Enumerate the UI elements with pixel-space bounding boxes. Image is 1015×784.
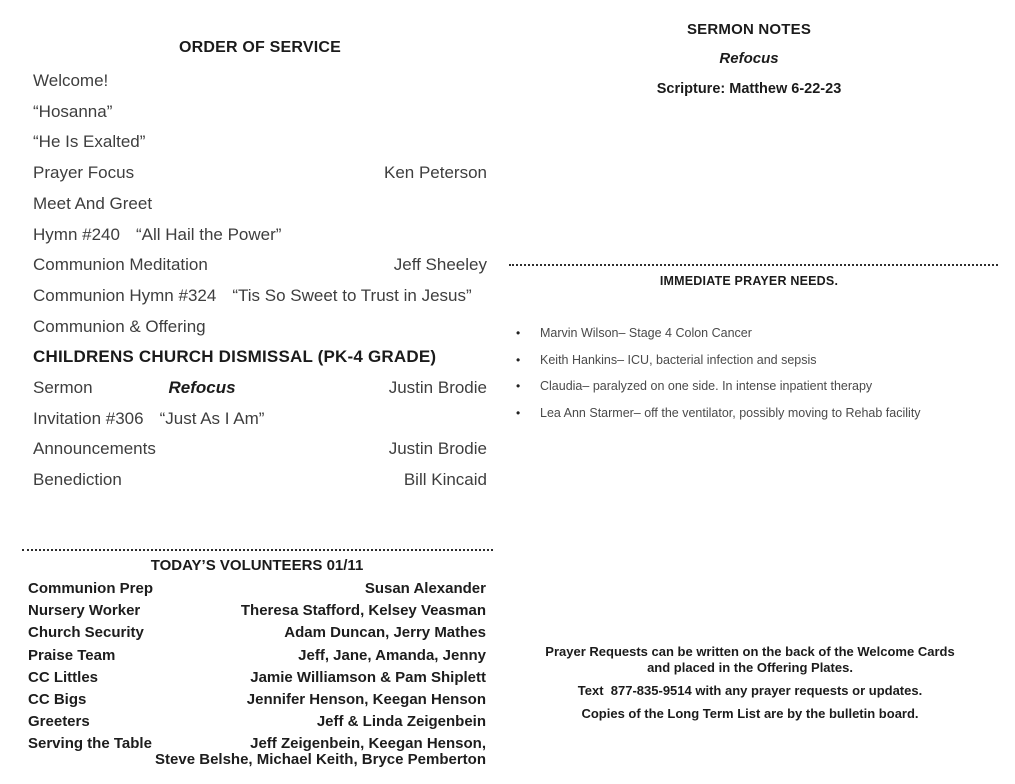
order-item-detail: “Just As I Am”	[159, 408, 265, 428]
volunteer-names: Jamie Williamson & Pam Shiplett	[250, 668, 486, 686]
order-item	[33, 465, 487, 496]
bullet-icon: •	[516, 326, 521, 340]
order-item	[33, 281, 487, 312]
order-item-detail: “All Hail the Power”	[135, 224, 282, 244]
order-item-person: Justin Brodie	[388, 378, 487, 398]
volunteer-names: Jeff, Jane, Amanda, Jenny	[298, 646, 486, 664]
order-item	[33, 158, 487, 189]
volunteer-row	[28, 625, 486, 641]
bullet-icon: •	[516, 379, 521, 393]
volunteer-role: Communion Prep	[28, 580, 154, 597]
prayer-need-item	[516, 352, 998, 368]
order-item-label: Welcome!	[33, 71, 109, 90]
order-item	[33, 250, 487, 281]
volunteers-section	[28, 556, 486, 774]
volunteer-row	[28, 736, 486, 767]
order-item-label: Communion Meditation	[33, 255, 208, 275]
order-item-person: Justin Brodie	[388, 439, 487, 459]
prayer-need-item	[516, 405, 998, 421]
order-item-label: Hymn #240	[33, 224, 120, 244]
order-item	[33, 127, 487, 158]
order-of-service-list	[33, 66, 487, 496]
order-item-label: “He Is Exalted”	[33, 132, 146, 152]
order-item	[33, 220, 487, 251]
order-item-label: Benediction	[33, 470, 122, 490]
order-of-service-section	[33, 36, 487, 496]
volunteer-role: Nursery Worker	[28, 602, 141, 620]
volunteer-names: Jennifer Henson, Keegan Henson	[246, 690, 486, 708]
order-item	[33, 373, 487, 404]
volunteer-row	[28, 603, 486, 619]
prayer-need-text: Claudia– paralyzed on one side. In intense inpatient therapy	[540, 379, 873, 393]
prayer-info-line1a: Prayer Requests can be written on the back of the Welcome Cards	[545, 644, 955, 659]
volunteer-names: Jeff Zeigenbein, Keegan Henson,	[250, 735, 486, 753]
prayer-info-section	[525, 644, 975, 729]
volunteers-list	[28, 581, 486, 768]
prayer-info-line1	[525, 644, 975, 676]
prayer-info-line3: Copies of the Long Term List are by the bulletin board.	[581, 706, 919, 721]
volunteers-title: TODAY’S VOLUNTEERS 01/11	[150, 557, 364, 574]
order-item-person: Bill Kincaid	[403, 470, 487, 490]
volunteer-role: Serving the Table	[28, 735, 152, 753]
order-item-label: Prayer Focus	[33, 163, 135, 183]
prayer-need-text: Keith Hankins– ICU, bacterial infection and sepsis	[540, 352, 817, 367]
prayer-need-text: Lea Ann Starmer– off the ventilator, possibly moving to Rehab facility	[540, 405, 921, 420]
prayer-need-item	[516, 325, 998, 341]
volunteer-names: Theresa Stafford, Kelsey Veasman	[240, 602, 486, 620]
volunteer-row	[28, 581, 486, 597]
order-item	[33, 404, 487, 435]
sermon-notes-section	[508, 20, 990, 99]
volunteer-row	[28, 714, 486, 730]
volunteer-role: Praise Team	[28, 646, 116, 664]
volunteer-names-continued: Steve Belshe, Michael Keith, Bryce Pemberton	[155, 750, 486, 768]
volunteer-role: Greeters	[28, 713, 90, 731]
divider-dotted-left	[22, 549, 493, 551]
order-item-label: Communion Hymn #324	[33, 285, 217, 305]
order-item-detail: Refocus	[168, 378, 236, 398]
order-item	[33, 66, 487, 97]
order-item-label: Communion & Offering	[33, 316, 206, 336]
order-item-label: Announcements	[33, 439, 156, 459]
sermon-title-text: Refocus	[719, 50, 779, 67]
order-item-label: “Hosanna”	[33, 101, 113, 121]
prayer-info-line1b: and placed in the Offering Plates.	[647, 660, 853, 675]
order-of-service-title: ORDER OF SERVICE	[178, 39, 342, 56]
order-item	[33, 189, 487, 220]
order-item-label: Invitation #306	[33, 408, 144, 428]
order-item-person: Jeff Sheeley	[393, 255, 487, 275]
prayer-needs-title: IMMEDIATE PRAYER NEEDS.	[659, 274, 839, 288]
prayer-info-line2: Text 877-835-9514 with any prayer requests or updates.	[577, 683, 923, 698]
order-item	[33, 434, 487, 465]
volunteer-role: CC Littles	[28, 668, 99, 686]
volunteer-row	[28, 648, 486, 664]
prayer-need-item	[516, 378, 998, 394]
volunteer-role: Church Security	[28, 624, 144, 642]
sermon-scripture: Scripture: Matthew 6-22-23	[656, 81, 842, 97]
bullet-icon: •	[516, 405, 521, 420]
bullet-icon: •	[516, 352, 521, 367]
prayer-needs-list	[516, 325, 998, 431]
prayer-need-text: Marvin Wilson– Stage 4 Colon Cancer	[540, 326, 752, 340]
volunteer-names: Jeff & Linda Zeigenbein	[316, 713, 486, 731]
order-item	[33, 342, 487, 373]
sermon-notes-title: SERMON NOTES	[686, 21, 812, 38]
order-item-label: Sermon	[33, 378, 93, 398]
order-item-person: Ken Peterson	[383, 163, 487, 183]
order-item-detail: “Tis So Sweet to Trust in Jesus”	[232, 285, 472, 305]
order-item-label: CHILDRENS CHURCH DISMISSAL (PK-4 GRADE)	[33, 347, 437, 367]
volunteer-row	[28, 692, 486, 708]
volunteer-names: Susan Alexander	[364, 580, 486, 597]
divider-dotted-right	[509, 264, 998, 266]
volunteer-names: Adam Duncan, Jerry Mathes	[284, 624, 486, 642]
order-item-label: Meet And Greet	[33, 193, 153, 213]
order-item	[33, 312, 487, 343]
volunteer-row	[28, 670, 486, 686]
order-item	[33, 97, 487, 128]
volunteer-role: CC Bigs	[28, 690, 87, 708]
